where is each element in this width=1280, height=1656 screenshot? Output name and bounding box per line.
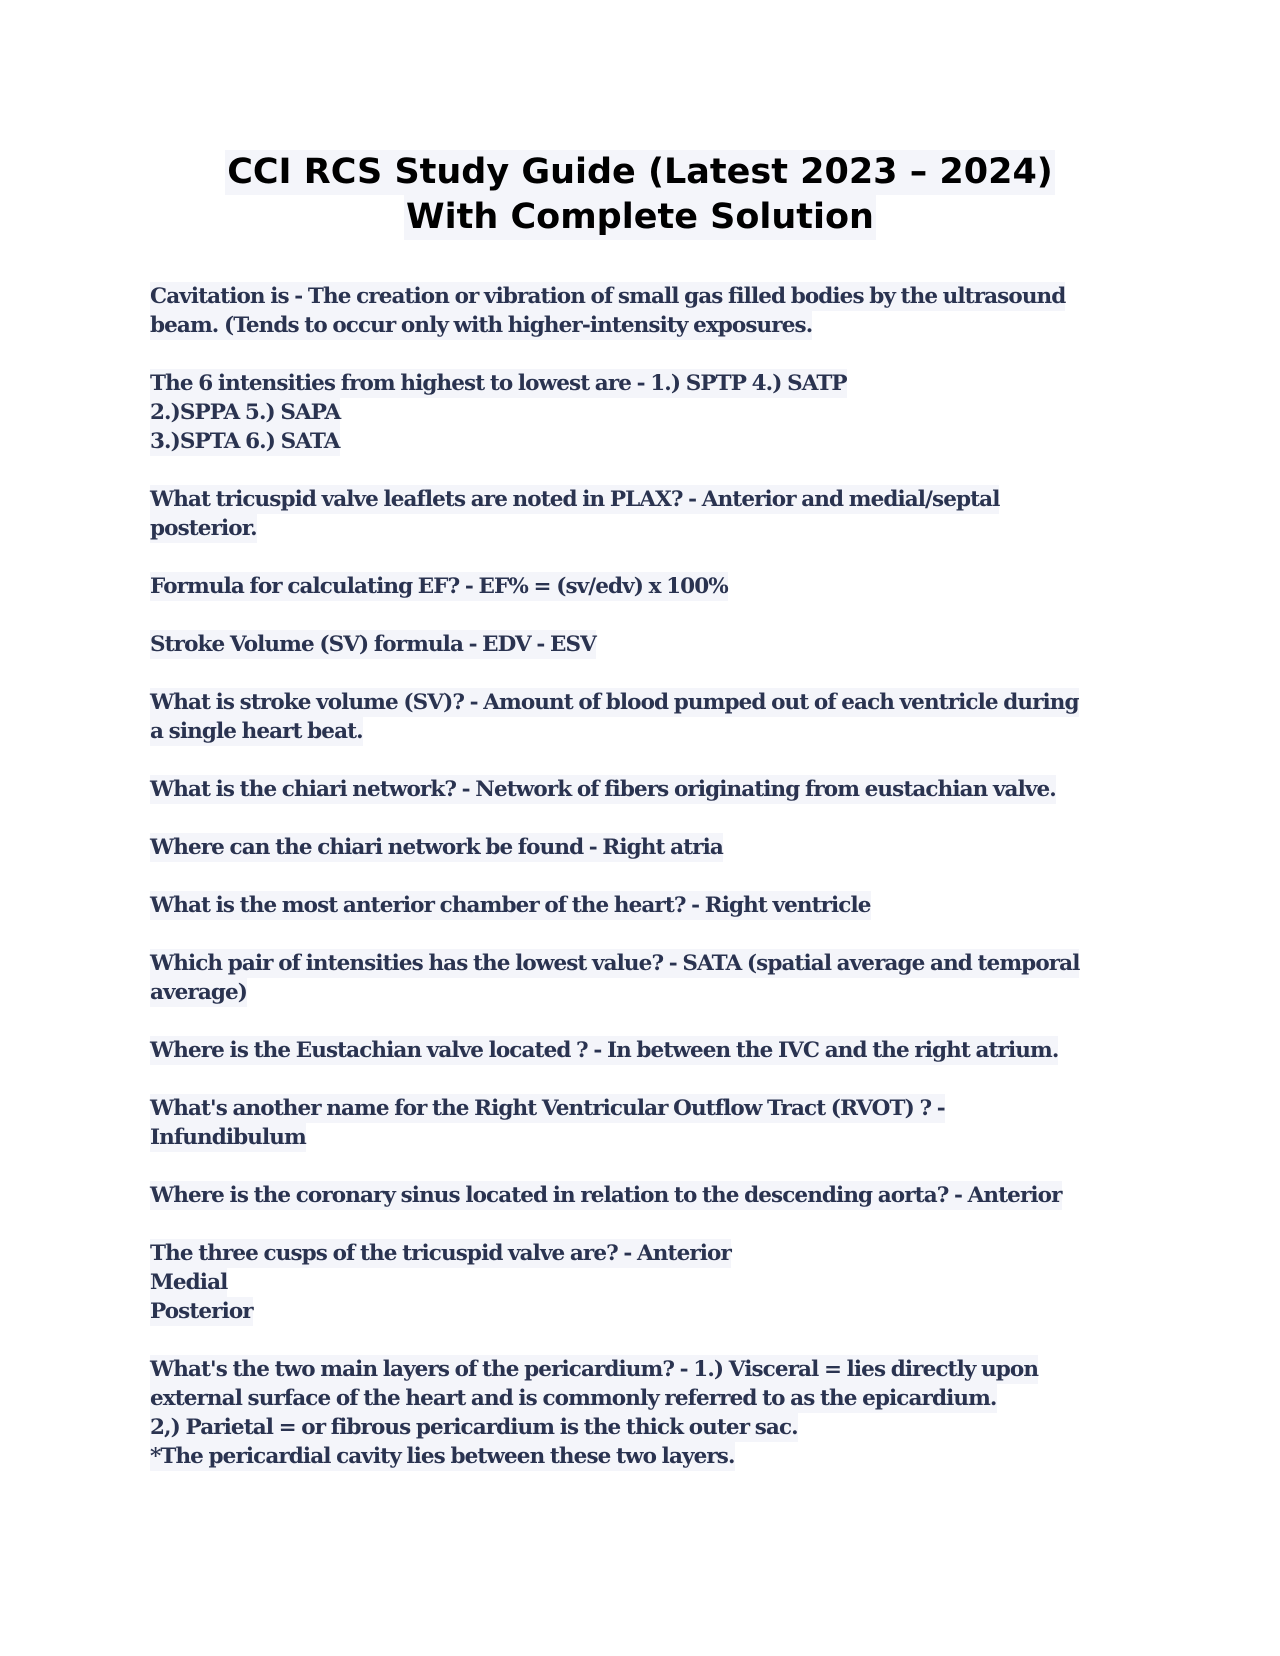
text-line: 2.)SPPA 5.) SAPA [150,400,341,425]
text-line: Where can the chiari network be found - Right atria [150,835,723,860]
text-line: Cavitation is - The creation or vibration of small gas filled bodies by the ultrasound [150,284,1066,309]
text-line: What is stroke volume (SV)? - Amount of blood pumped out of each ventricle during [150,690,1079,715]
text-line: a single heart beat. [150,719,363,744]
qa-entry-pericardium-layers [150,1355,1130,1471]
qa-entry-sv-definition [150,688,1130,746]
title-line-2: With Complete Solution [404,195,876,240]
text-line: Where is the Eustachian valve located ? - In between the IVC and the right atrium. [150,1038,1059,1063]
qa-entry-plax-leaflets [150,485,1130,543]
text-line: Where is the coronary sinus located in relation to the descending aorta? - Anterior [150,1183,1062,1208]
text-line: Posterior [150,1299,253,1324]
text-line: Stroke Volume (SV) formula - EDV - ESV [150,632,596,657]
text-line: What's the two main layers of the pericardium? - 1.) Visceral = lies directly upon [150,1357,1039,1382]
text-line: Infundibulum [150,1125,306,1150]
text-line: The 6 intensities from highest to lowest are - 1.) SPTP 4.) SATP [150,371,847,396]
title-line-1: CCI RCS Study Guide (Latest 2023 – 2024) [225,150,1055,195]
text-line: The three cusps of the tricuspid valve are? - Anterior [150,1241,731,1266]
qa-entry-chiari-location [150,833,1130,862]
qa-entry-sv-formula [150,630,1130,659]
qa-entry-chiari-network [150,775,1130,804]
document-body [150,282,1130,1500]
qa-entry-cavitation [150,282,1130,340]
qa-entry-eustachian-valve [150,1036,1130,1065]
text-line: What's another name for the Right Ventricular Outflow Tract (RVOT) ? - [150,1096,945,1121]
qa-entry-intensities [150,369,1130,456]
qa-entry-anterior-chamber [150,891,1130,920]
qa-entry-ef-formula [150,572,1130,601]
text-line: Which pair of intensities has the lowest value? - SATA (spatial average and temporal [150,951,1080,976]
qa-entry-lowest-intensity [150,949,1130,1007]
text-line: What is the most anterior chamber of the heart? - Right ventricle [150,893,871,918]
qa-entry-coronary-sinus [150,1181,1130,1210]
text-line: 3.)SPTA 6.) SATA [150,429,340,454]
text-line: 2,) Parietal = or fibrous pericardium is the thick outer sac. [150,1415,798,1440]
text-line: posterior. [150,516,257,541]
text-line: What tricuspid valve leaflets are noted in PLAX? - Anterior and medial/septal [150,487,1000,512]
text-line: external surface of the heart and is commonly referred to as the epicardium. [150,1386,997,1411]
text-line: *The pericardial cavity lies between these two layers. [150,1444,735,1469]
qa-entry-tricuspid-cusps [150,1239,1130,1326]
text-line: beam. (Tends to occur only with higher-intensity exposures. [150,313,813,338]
qa-entry-rvot [150,1094,1130,1152]
text-line: Formula for calculating EF? - EF% = (sv/edv) x 100% [150,574,728,599]
text-line: average) [150,980,248,1005]
text-line: What is the chiari network? - Network of fibers originating from eustachian valve. [150,777,1056,802]
text-line: Medial [150,1270,228,1295]
document-title [0,150,1280,240]
